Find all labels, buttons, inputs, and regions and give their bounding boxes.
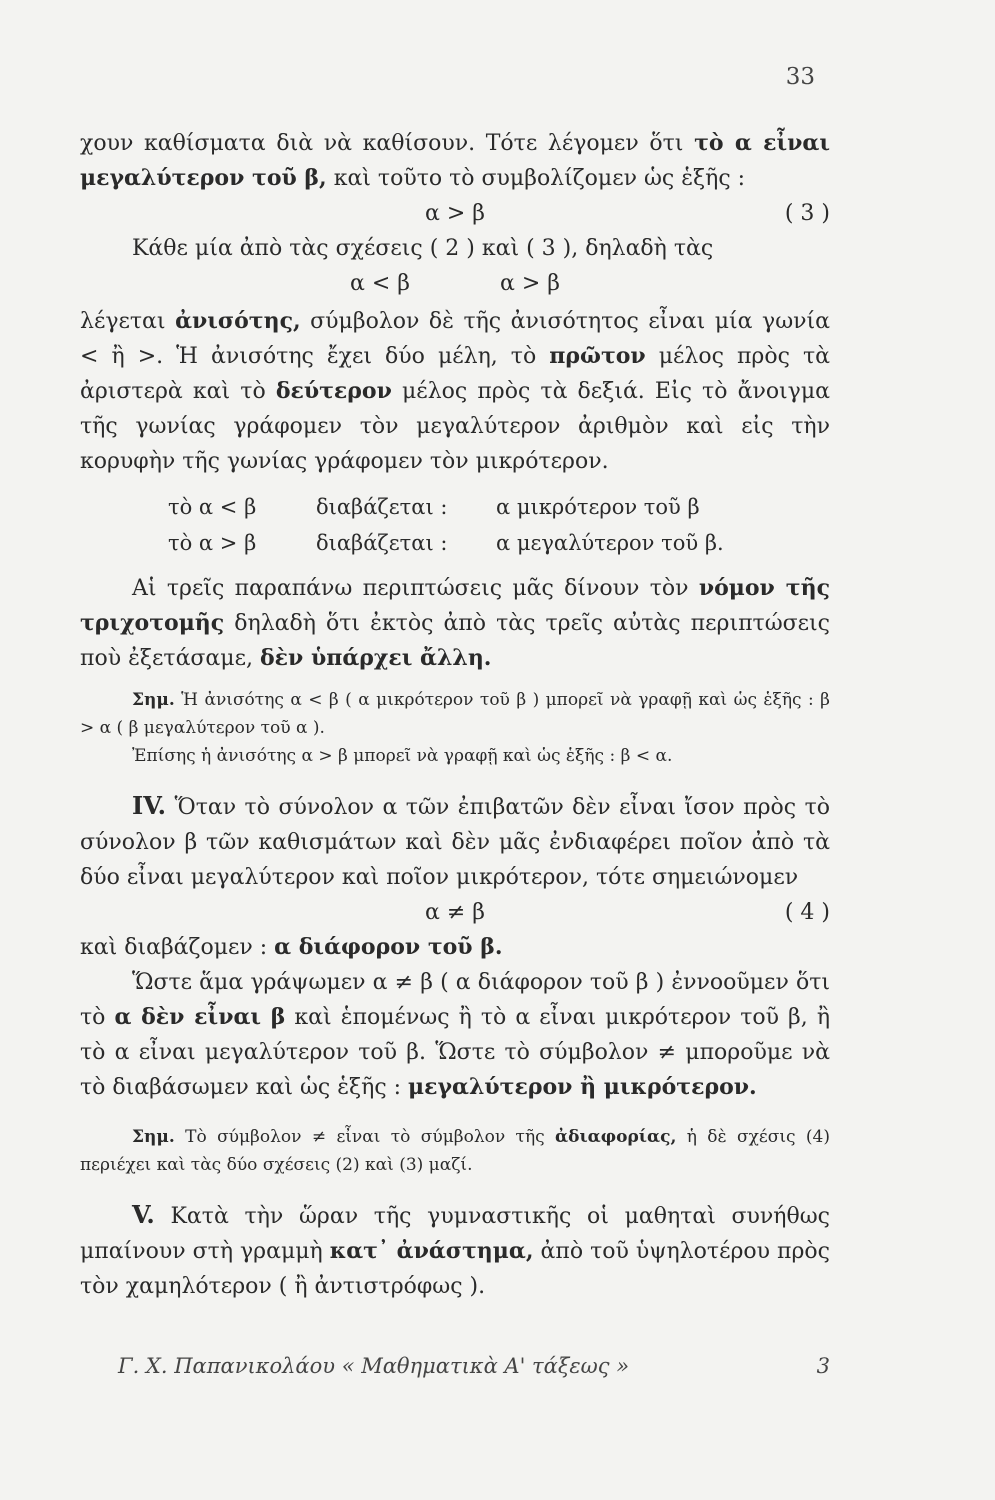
bold-run: ἀδιαφορίας, xyxy=(555,1127,677,1147)
text-run: Ὥστε ἅμα γράψωμεν α ≠ β ( α διάφορον τοῦ β ) ἐννοοῦμεν ὅτι τὸ xyxy=(80,970,830,1030)
text-run: λέγεται xyxy=(80,309,176,334)
text-run: Τὸ σύμβολον ≠ εἶναι τὸ σύμβολον τῆς xyxy=(174,1127,556,1147)
paragraph-not-equal xyxy=(80,965,830,1105)
footer-citation: Γ. Χ. Παπανικολάου « Μαθηματικὰ Α' τάξεως » xyxy=(118,1354,630,1378)
section-number: V. xyxy=(132,1200,155,1229)
page-body xyxy=(80,126,830,1304)
formula-3 xyxy=(80,196,830,231)
section-v xyxy=(80,1197,830,1304)
bold-run: δεύτερον xyxy=(275,378,392,404)
bold-run: νόμον τῆς τριχοτομῆς xyxy=(80,575,830,636)
inequality-greater: α > β xyxy=(500,271,560,296)
signature-mark: 3 xyxy=(816,1354,830,1378)
text-run: καὶ διαβάζομεν : xyxy=(80,935,275,960)
bold-run: πρῶτον xyxy=(549,343,646,369)
reading-verb: διαβάζεται : xyxy=(316,495,448,519)
page-footer xyxy=(118,1354,830,1378)
text-run: χουν καθίσματα διὰ νὰ καθίσουν. Τότε λέγομεν ὅτι xyxy=(80,131,695,156)
text-run: Αἱ τρεῖς παραπάνω περιπτώσεις μᾶς δίνουν τὸν xyxy=(132,576,699,601)
inequality-less: α < β xyxy=(350,271,410,296)
note-2 xyxy=(80,1123,830,1179)
formula-expression: α ≠ β xyxy=(425,900,485,925)
note-label: Σημ. xyxy=(132,690,175,710)
paragraph-inequality xyxy=(80,304,830,479)
text-run: Ὅταν τὸ σύνολον α τῶν ἐπιβατῶν δὲν εἶναι ἴσον πρὸς τὸ σύνολον β τῶν καθισμάτων καὶ δὲν μᾶς ἐνδιαφέρει ποῖον ἀπὸ τὰ δύο εἶναι μεγαλύτερον καὶ ποῖον μικρότερον, τότε σημειώνομεν xyxy=(80,795,830,890)
paragraph-relations: Κάθε μία ἀπὸ τὰς σχέσεις ( 2 ) καὶ ( 3 ), δηλαδὴ τὰς xyxy=(132,236,714,261)
bold-run: ἀνισότης, xyxy=(175,308,301,334)
equation-number: ( 4 ) xyxy=(784,900,830,925)
bold-run: α διάφορον τοῦ β. xyxy=(274,934,503,960)
reading-row xyxy=(80,489,830,525)
text-run: σύμβολον δὲ τῆς ἀνισότητος εἶναι μία γωνία < ἢ >. Ἡ ἀνισότης ἔχει δύο μέλη, τὸ xyxy=(80,309,830,369)
page-number: 33 xyxy=(785,64,815,90)
text-run: μέλος πρὸς τὰ δεξιά. Εἰς τὸ ἄνοιγμα τῆς γωνίας γράφομεν τὸν μεγαλύτερον ἀριθμὸν καὶ εἰς τὴν κορυφὴν τῆς γωνίας γράφομεν τὸν μικρότερον. xyxy=(80,379,830,474)
paragraph-intro xyxy=(80,126,830,196)
bold-run: μεγαλύτερον ἢ μικρότερον. xyxy=(408,1074,757,1100)
note-1-continued: Ἐπίσης ἡ ἀνισότης α > β μπορεῖ νὰ γραφῇ καὶ ὡς ἑξῆς : β < α. xyxy=(132,746,673,766)
paragraph-reads-as xyxy=(80,930,830,965)
bold-run: δὲν ὑπάρχει ἄλλη. xyxy=(259,645,492,671)
section-iv xyxy=(80,788,830,895)
reading-meaning: α μεγαλύτερον τοῦ β. xyxy=(496,531,724,555)
text-run: ἡ δὲ σχέσις (4) περιέχει καὶ τὰς δύο σχέσεις (2) καὶ (3) μαζί. xyxy=(80,1127,830,1175)
section-number: IV. xyxy=(132,791,167,820)
note-1 xyxy=(80,686,830,742)
note-label: Σημ. xyxy=(132,1127,175,1147)
text-run: ἀπὸ τοῦ ὑψηλοτέρου πρὸς τὸν χαμηλότερον ( ἢ ἀντιστρόφως ). xyxy=(80,1239,830,1299)
text-run: καὶ ἑπομένως ἢ τὸ α εἶναι μικρότερον τοῦ β, ἢ τὸ α εἶναι μεγαλύτερον τοῦ β. Ὥστε τὸ σύμβολον ≠ μποροῦμε νὰ τὸ διαβάσωμεν καὶ ὡς ἑξῆς : xyxy=(80,1005,830,1100)
inequality-pair xyxy=(80,266,830,304)
reading-expression: τὸ α < β xyxy=(168,495,257,519)
text-run: μέλος πρὸς τὰ ἀριστερὰ καὶ τὸ xyxy=(80,344,830,404)
bold-run: κατ᾽ ἀνάστημα, xyxy=(329,1238,534,1264)
text-run: Κατὰ τὴν ὥραν τῆς γυμναστικῆς οἱ μαθηταὶ συνήθως μπαίνουν στὴ γραμμὴ xyxy=(80,1204,830,1264)
equation-number: ( 3 ) xyxy=(784,201,830,226)
text-run: Ἡ ἀνισότης α < β ( α μικρότερον τοῦ β ) μπορεῖ νὰ γραφῇ καὶ ὡς ἑξῆς : β > α ( β μεγαλύτερον τοῦ α ). xyxy=(80,690,830,738)
paragraph-trichotomy xyxy=(80,571,830,676)
reading-expression: τὸ α > β xyxy=(168,531,257,555)
bold-run: α δὲν εἶναι β xyxy=(114,1004,286,1030)
reading-verb: διαβάζεται : xyxy=(316,531,448,555)
formula-4 xyxy=(80,895,830,930)
reading-meaning: α μικρότερον τοῦ β xyxy=(496,495,700,519)
bold-run: τὸ α εἶναι μεγαλύτερον τοῦ β, xyxy=(80,130,830,191)
text-run: δηλαδὴ ὅτι ἐκτὸς ἀπὸ τὰς τρεῖς αὐτὰς περιπτώσεις ποὺ ἐξετάσαμε, xyxy=(80,611,830,671)
text-run: καὶ τοῦτο τὸ συμβολίζομεν ὡς ἑξῆς : xyxy=(326,166,746,191)
reading-row xyxy=(80,525,830,561)
formula-expression: α > β xyxy=(425,201,485,226)
